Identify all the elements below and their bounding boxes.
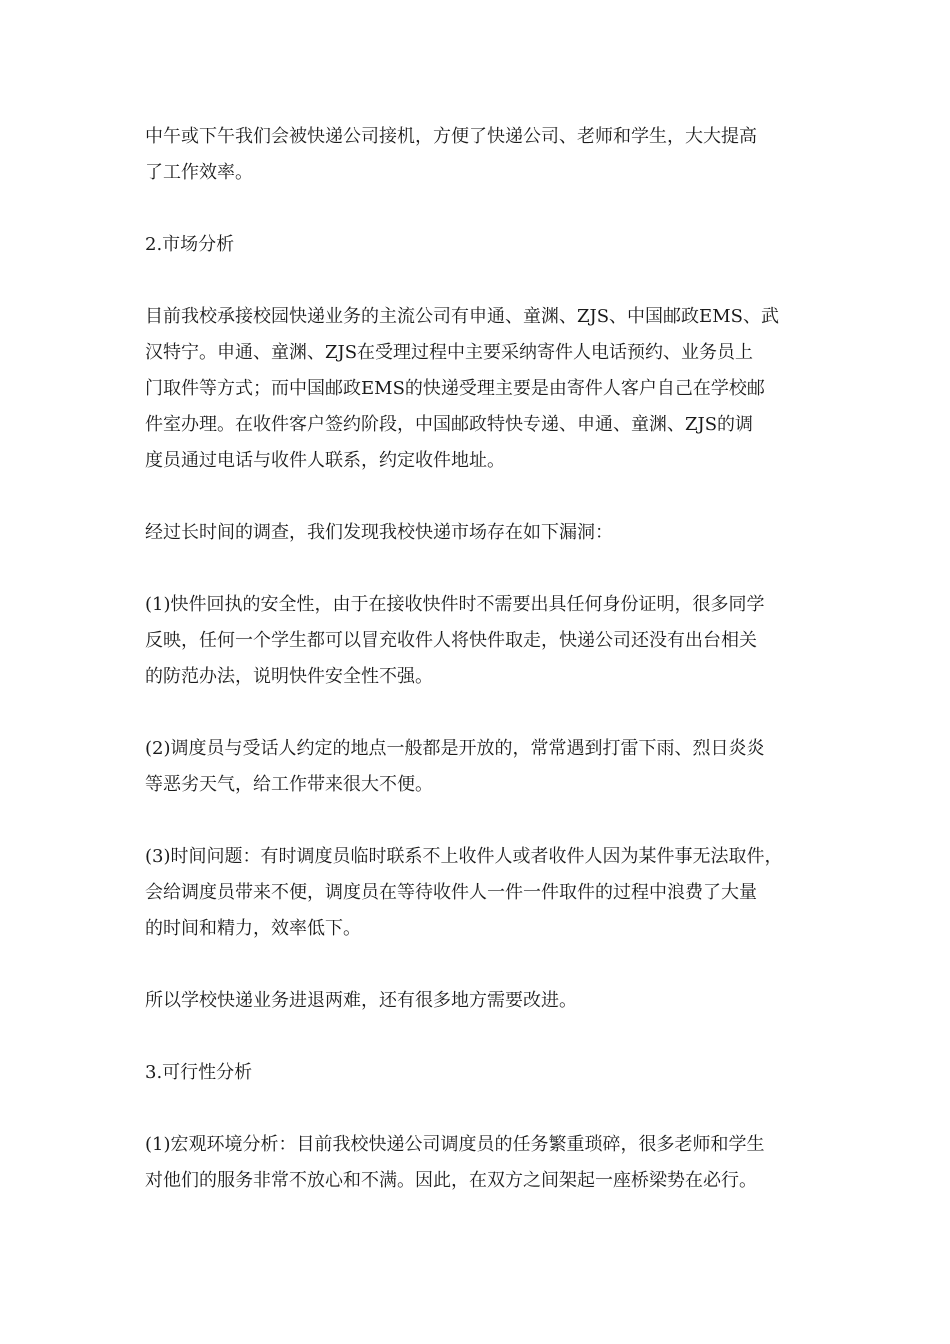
- text-line: (1)宏观环境分析：目前我校快递公司调度员的任务繁重琐碎，很多老师和学生: [145, 1134, 765, 1155]
- paragraph-gap: [145, 191, 825, 227]
- text-line: 目前我校承接校园快递业务的主流公司有申通、童渊、ZJS、中国邮政EMS、武: [145, 306, 779, 327]
- paragraph-gap: [145, 695, 825, 731]
- text-line: (2)调度员与受话人约定的地点一般都是开放的，常常遇到打雷下雨、烈日炎炎: [145, 738, 765, 759]
- paragraph-gap: [145, 479, 825, 515]
- text-line: 会给调度员带来不便，调度员在等待收件人一件一件取件的过程中浪费了大量: [145, 882, 757, 903]
- list-item-3-time: [145, 839, 825, 947]
- text-line: 了工作效率。: [145, 162, 253, 183]
- text-line: 反映，任何一个学生都可以冒充收件人将快件取走，快递公司还没有出台相关: [145, 630, 757, 651]
- list-item-1-security: [145, 587, 825, 695]
- list-item-1-macro-environment: [145, 1127, 825, 1199]
- paragraph-market-companies: [145, 299, 825, 479]
- text-line: 等恶劣天气，给工作带来很大不便。: [145, 774, 433, 795]
- text-line: 中午或下午我们会被快递公司接机，方便了快递公司、老师和学生，大大提高: [145, 126, 757, 147]
- paragraph-gap: [145, 551, 825, 587]
- paragraph-intro: [145, 119, 825, 191]
- paragraph-gap: [145, 947, 825, 983]
- paragraph-conclusion: 所以学校快递业务进退两难，还有很多地方需要改进。: [145, 990, 577, 1011]
- text-line: 件室办理。在收件客户签约阶段，中国邮政特快专递、申通、童渊、ZJS的调: [145, 414, 754, 435]
- text-line: 的防范办法，说明快件安全性不强。: [145, 666, 433, 687]
- paragraph-gap: [145, 803, 825, 839]
- section-heading-feasibility: 3.可行性分析: [145, 1062, 253, 1083]
- paragraph-survey-findings: 经过长时间的调查，我们发现我校快递市场存在如下漏洞：: [145, 522, 613, 543]
- paragraph-gap: [145, 1019, 825, 1055]
- text-line: 度员通过电话与收件人联系，约定收件地址。: [145, 450, 505, 471]
- text-line: 汉特宁。申通、童渊、ZJS在受理过程中主要采纳寄件人电话预约、业务员上: [145, 342, 754, 363]
- paragraph-gap: [145, 1091, 825, 1127]
- text-line: 的时间和精力，效率低下。: [145, 918, 361, 939]
- text-line: (3)时间问题：有时调度员临时联系不上收件人或者收件人因为某件事无法取件，: [145, 846, 783, 867]
- text-line: 门取件等方式；而中国邮政EMS的快递受理主要是由寄件人客户自己在学校邮: [145, 378, 765, 399]
- document-body: [145, 119, 825, 1199]
- text-line: (1)快件回执的安全性，由于在接收快件时不需要出具任何身份证明，很多同学: [145, 594, 765, 615]
- list-item-2-location: [145, 731, 825, 803]
- text-line: 对他们的服务非常不放心和不满。因此，在双方之间架起一座桥梁势在必行。: [145, 1170, 757, 1191]
- section-heading-market-analysis: 2.市场分析: [145, 234, 235, 255]
- paragraph-gap: [145, 263, 825, 299]
